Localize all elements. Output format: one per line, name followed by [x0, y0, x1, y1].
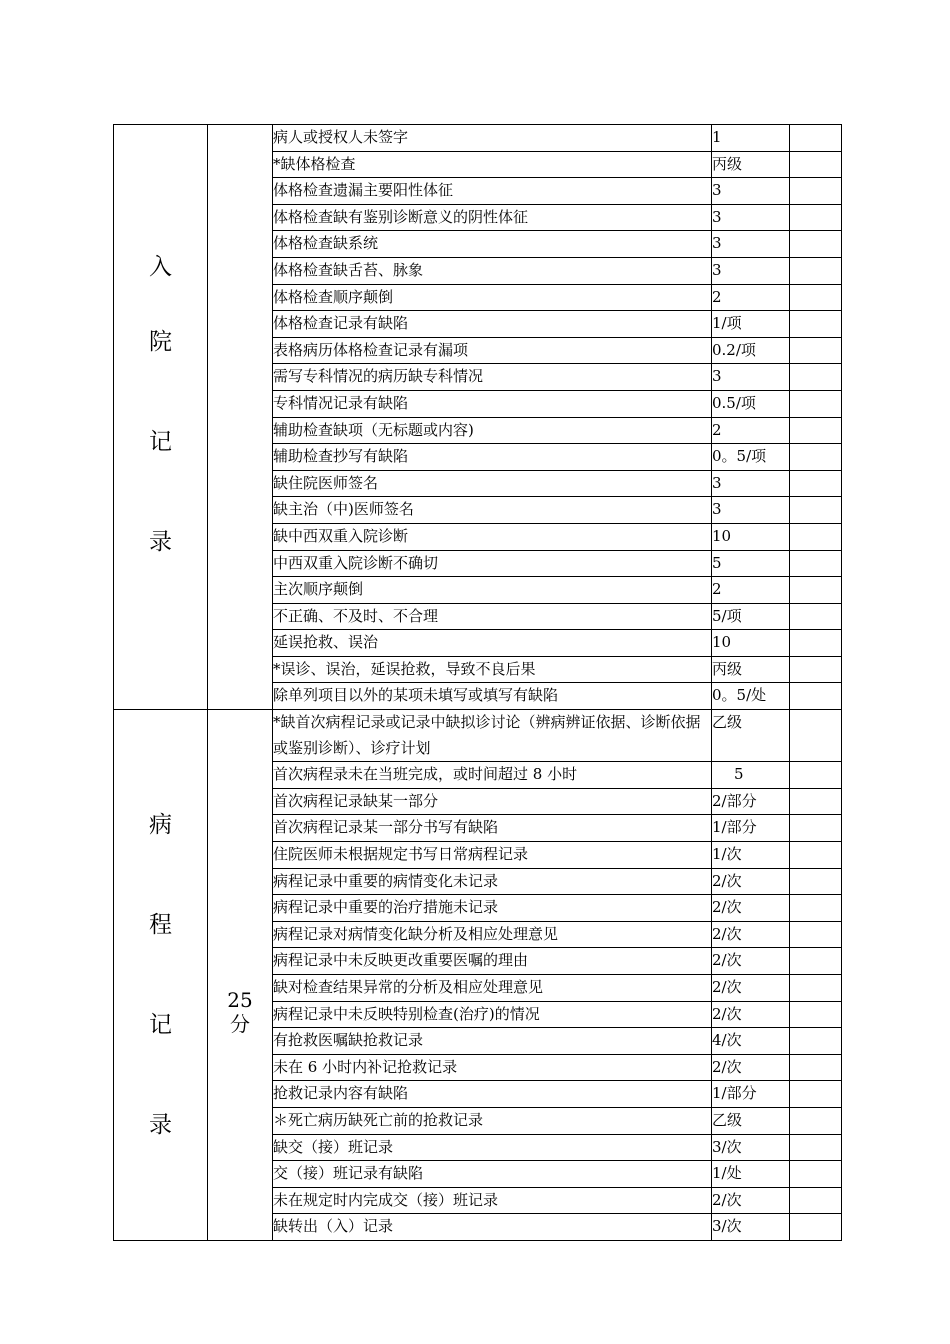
deduction-item: 中西双重入院诊断不确切 — [273, 550, 712, 577]
deduction-value: 3 — [712, 204, 790, 231]
deduction-value: 1/处 — [712, 1161, 790, 1188]
deduction-item: 体格检查缺有鉴别诊断意义的阴性体征 — [273, 204, 712, 231]
deduction-value: 2/次 — [712, 868, 790, 895]
deduction-value: 1/部分 — [712, 815, 790, 842]
section-title — [114, 125, 208, 710]
score-cell — [790, 231, 842, 258]
deduction-item: *缺体格检查 — [273, 151, 712, 178]
deduction-value: 1/项 — [712, 311, 790, 338]
score-cell — [790, 550, 842, 577]
deduction-value: 3 — [712, 257, 790, 284]
score-cell — [790, 337, 842, 364]
deduction-item: 缺主治（中)医师签名 — [273, 497, 712, 524]
score-cell — [790, 683, 842, 710]
deduction-item: 未在规定时内完成交（接）班记录 — [273, 1187, 712, 1214]
deduction-item: 有抢救医嘱缺抢救记录 — [273, 1028, 712, 1055]
deduction-item: ＊死亡病历缺死亡前的抢救记录 — [273, 1107, 712, 1134]
deduction-value: 3 — [712, 497, 790, 524]
deduction-item: *缺首次病程记录或记录中缺拟诊讨论（辨病辨证依据、诊断依据或鉴别诊断）、诊疗计划 — [273, 710, 712, 762]
section-title — [114, 710, 208, 1241]
section-title-char: 记 — [149, 1012, 172, 1038]
deduction-item: 病程记录对病情变化缺分析及相应处理意见 — [273, 921, 712, 948]
table-row — [114, 710, 842, 762]
deduction-value: 5 — [712, 550, 790, 577]
deduction-item: 未在 6 小时内补记抢救记录 — [273, 1054, 712, 1081]
deduction-item: 延误抢救、误治 — [273, 630, 712, 657]
score-cell — [790, 1081, 842, 1108]
deduction-item: 病程记录中未反映更改重要医嘱的理由 — [273, 948, 712, 975]
score-cell — [790, 151, 842, 178]
deduction-value: 1/次 — [712, 842, 790, 869]
score-cell — [790, 1161, 842, 1188]
score-cell — [790, 523, 842, 550]
deduction-value: 4/次 — [712, 1028, 790, 1055]
section-score-text: 分 — [230, 1012, 250, 1036]
deduction-value: 3 — [712, 231, 790, 258]
score-cell — [790, 815, 842, 842]
deduction-item: 体格检查顺序颠倒 — [273, 284, 712, 311]
scoring-table-body — [114, 125, 842, 1241]
score-cell — [790, 603, 842, 630]
deduction-value: 0。5/项 — [712, 444, 790, 471]
score-cell — [790, 842, 842, 869]
deduction-value: 2 — [712, 284, 790, 311]
section-title-char: 病 — [149, 812, 172, 838]
deduction-value: 10 — [712, 630, 790, 657]
score-cell — [790, 1028, 842, 1055]
deduction-item: 专科情况记录有缺陷 — [273, 390, 712, 417]
deduction-value: 1 — [712, 125, 790, 152]
score-cell — [790, 1134, 842, 1161]
section-title-char: 录 — [149, 1112, 172, 1138]
deduction-item: 首次病程记录缺某一部分 — [273, 788, 712, 815]
score-cell — [790, 975, 842, 1002]
scoring-table — [113, 124, 842, 1241]
score-cell — [790, 1054, 842, 1081]
deduction-value: 2/次 — [712, 1054, 790, 1081]
deduction-value: 0.5/项 — [712, 390, 790, 417]
deduction-item: 首次病程记录某一部分书写有缺陷 — [273, 815, 712, 842]
score-cell — [790, 204, 842, 231]
score-cell — [790, 284, 842, 311]
deduction-value: 2/部分 — [712, 788, 790, 815]
score-cell — [790, 1214, 842, 1241]
deduction-item: 需写专科情况的病历缺专科情况 — [273, 364, 712, 391]
deduction-item: 体格检查记录有缺陷 — [273, 311, 712, 338]
section-title-char: 入 — [149, 254, 172, 281]
deduction-value: 2/次 — [712, 895, 790, 922]
deduction-item: 缺对检查结果异常的分析及相应处理意见 — [273, 975, 712, 1002]
score-cell — [790, 895, 842, 922]
section-score-text: 25 — [227, 988, 253, 1012]
deduction-item: *误诊、误治，延误抢救，导致不良后果 — [273, 656, 712, 683]
score-cell — [790, 125, 842, 152]
score-cell — [790, 364, 842, 391]
score-cell — [790, 178, 842, 205]
deduction-value: 2/次 — [712, 948, 790, 975]
deduction-item: 除单列项目以外的某项未填写或填写有缺陷 — [273, 683, 712, 710]
score-cell — [790, 710, 842, 762]
deduction-item: 不正确、不及时、不合理 — [273, 603, 712, 630]
score-cell — [790, 948, 842, 975]
score-cell — [790, 1001, 842, 1028]
score-cell — [790, 470, 842, 497]
deduction-item: 辅助检查抄写有缺陷 — [273, 444, 712, 471]
deduction-value: 3 — [712, 178, 790, 205]
deduction-value: 乙级 — [712, 1107, 790, 1134]
score-cell — [790, 257, 842, 284]
score-cell — [790, 497, 842, 524]
deduction-value: 2/次 — [712, 1187, 790, 1214]
table-row — [114, 125, 842, 152]
score-cell — [790, 921, 842, 948]
deduction-value: 2/次 — [712, 975, 790, 1002]
deduction-item: 病人或授权人未签字 — [273, 125, 712, 152]
deduction-item: 住院医师未根据规定书写日常病程记录 — [273, 842, 712, 869]
deduction-value: 1/部分 — [712, 1081, 790, 1108]
deduction-item: 首次病程录未在当班完成，或时间超过 8 小时 — [273, 762, 712, 789]
deduction-value: 2/次 — [712, 1001, 790, 1028]
deduction-item: 主次顺序颠倒 — [273, 577, 712, 604]
score-cell — [790, 1107, 842, 1134]
deduction-item: 病程记录中重要的治疗措施未记录 — [273, 895, 712, 922]
deduction-value: 0.2/项 — [712, 337, 790, 364]
section-title-char: 录 — [149, 529, 172, 556]
score-cell — [790, 390, 842, 417]
score-cell — [790, 444, 842, 471]
deduction-item: 辅助检查缺项（无标题或内容) — [273, 417, 712, 444]
score-cell — [790, 417, 842, 444]
score-cell — [790, 1187, 842, 1214]
deduction-item: 体格检查缺系统 — [273, 231, 712, 258]
deduction-value: 5/项 — [712, 603, 790, 630]
deduction-item: 病程记录中重要的病情变化未记录 — [273, 868, 712, 895]
deduction-value: 2 — [712, 577, 790, 604]
deduction-value: 0。5/处 — [712, 683, 790, 710]
section-score — [208, 125, 273, 710]
score-cell — [790, 656, 842, 683]
deduction-value: 乙级 — [712, 710, 790, 762]
section-title-char: 院 — [149, 329, 172, 356]
section-score — [208, 710, 273, 1241]
deduction-item: 缺交（接）班记录 — [273, 1134, 712, 1161]
score-cell — [790, 311, 842, 338]
deduction-value: 3/次 — [712, 1134, 790, 1161]
deduction-value: 3 — [712, 470, 790, 497]
deduction-item: 缺中西双重入院诊断 — [273, 523, 712, 550]
deduction-value: 丙级 — [712, 656, 790, 683]
score-cell — [790, 788, 842, 815]
deduction-value: 2 — [712, 417, 790, 444]
deduction-item: 体格检查缺舌苔、脉象 — [273, 257, 712, 284]
score-cell — [790, 577, 842, 604]
deduction-value: 2/次 — [712, 921, 790, 948]
score-cell — [790, 868, 842, 895]
deduction-value: 3 — [712, 364, 790, 391]
deduction-item: 缺住院医师签名 — [273, 470, 712, 497]
deduction-value: 3/次 — [712, 1214, 790, 1241]
deduction-value: 10 — [712, 523, 790, 550]
score-cell — [790, 630, 842, 657]
deduction-item: 抢救记录内容有缺陷 — [273, 1081, 712, 1108]
deduction-item: 交（接）班记录有缺陷 — [273, 1161, 712, 1188]
deduction-item: 缺转出（入）记录 — [273, 1214, 712, 1241]
deduction-value: 5 — [712, 762, 790, 789]
score-cell — [790, 762, 842, 789]
section-title-char: 记 — [149, 429, 172, 456]
deduction-value: 丙级 — [712, 151, 790, 178]
section-title-char: 程 — [149, 912, 172, 938]
deduction-item: 表格病历体格检查记录有漏项 — [273, 337, 712, 364]
deduction-item: 体格检查遗漏主要阳性体征 — [273, 178, 712, 205]
deduction-item: 病程记录中未反映特别检查(治疗)的情况 — [273, 1001, 712, 1028]
